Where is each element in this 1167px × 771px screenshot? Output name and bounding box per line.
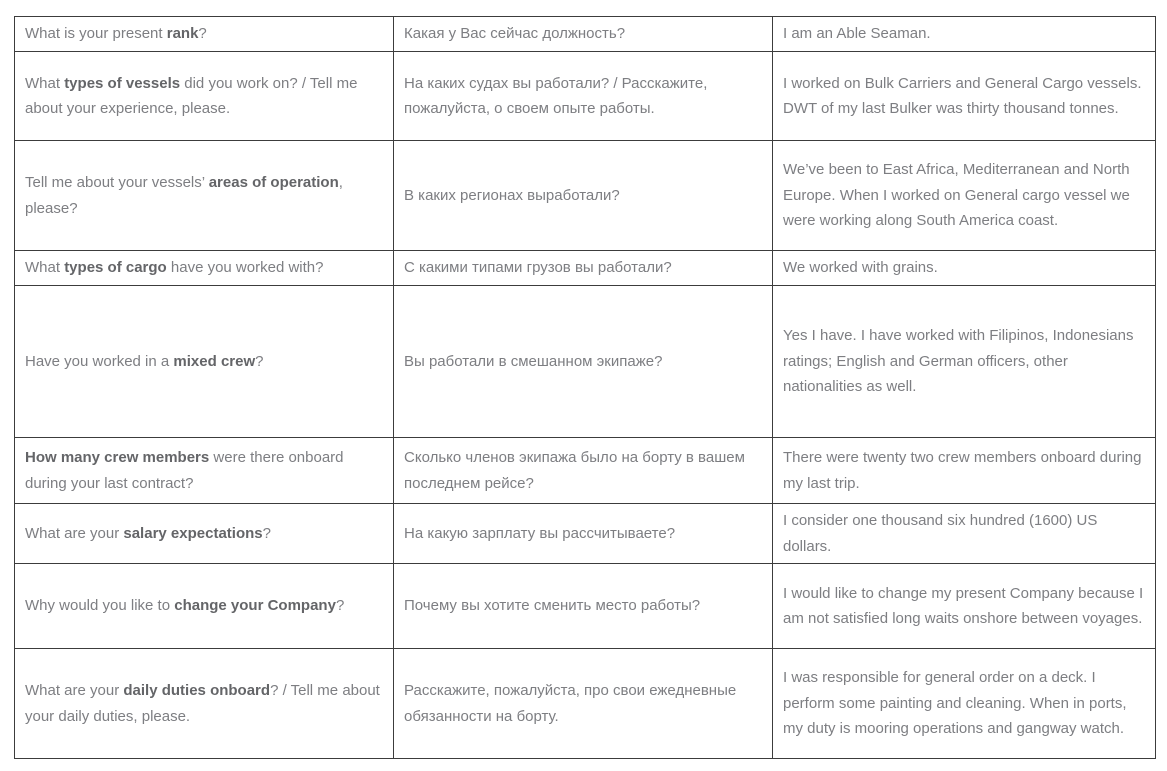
answer-cell: I am an Able Seaman.: [773, 17, 1156, 52]
question-text: ?: [255, 352, 264, 370]
question-ru-cell: Расскажите, пожалуйста, про свои ежедневные обязанности на борту.: [394, 649, 773, 759]
question-text: What are your: [25, 524, 124, 542]
question-text: , please?: [25, 174, 343, 217]
answer-cell: Yes I have. I have worked with Filipinos, Indonesians ratings; English and German officers, other nationalities as well.: [773, 286, 1156, 438]
question-ru-cell: Какая у Вас сейчас должность?: [394, 17, 773, 52]
question-ru-cell: Сколько членов экипажа было на борту в вашем последнем рейсе?: [394, 438, 773, 504]
question-en-cell: [15, 17, 394, 52]
question-text: ?: [262, 524, 271, 542]
question-ru-cell: На каких судах вы работали? / Расскажите, пожалуйста, о своем опыте работы.: [394, 52, 773, 141]
question-text: Have you worked in a: [25, 352, 174, 370]
question-keyword: areas of operation: [208, 174, 339, 191]
answer-cell: I worked on Bulk Carriers and General Cargo vessels. DWT of my last Bulker was thirty thousand tonnes.: [773, 52, 1156, 141]
table-row: [15, 504, 1156, 564]
table-row: [15, 141, 1156, 251]
question-keyword: rank: [166, 25, 199, 43]
question-en-cell: [15, 251, 394, 286]
question-en-cell: [15, 286, 394, 438]
question-text: What are your: [25, 682, 124, 699]
interview-qa-table: [14, 16, 1156, 759]
question-text: ?: [198, 25, 207, 43]
table-row: [15, 564, 1156, 649]
question-ru-cell: Почему вы хотите сменить место работы?: [394, 564, 773, 649]
question-keyword: change your Company: [174, 597, 336, 615]
answer-cell: I would like to change my present Company because I am not satisfied long waits onshore between voyages.: [773, 564, 1156, 649]
table-row: [15, 438, 1156, 504]
question-text: Tell me about your vessels’: [25, 174, 209, 191]
question-text: have you worked with?: [166, 259, 324, 277]
question-text: were there onboard during your last contract?: [25, 449, 344, 492]
question-en-cell: [15, 52, 394, 141]
table-row: [15, 286, 1156, 438]
answer-cell: I was responsible for general order on a deck. I perform some painting and cleaning. When in ports, my duty is mooring operations and gangway watch.: [773, 649, 1156, 759]
question-text: What is your present: [25, 25, 167, 43]
question-en-cell: [15, 649, 394, 759]
question-en-cell: [15, 438, 394, 504]
question-keyword: mixed crew: [173, 352, 256, 370]
question-ru-cell: На какую зарплату вы рассчитываете?: [394, 504, 773, 564]
question-keyword: salary expectations: [123, 524, 263, 542]
question-keyword: types of vessels: [64, 74, 181, 92]
answer-cell: We’ve been to East Africa, Mediterranean and North Europe. When I worked on General cargo vessel we were working along South America coast.: [773, 141, 1156, 251]
question-en-cell: [15, 564, 394, 649]
question-ru-cell: Вы работали в смешанном экипаже?: [394, 286, 773, 438]
question-keyword: daily duties onboard: [123, 682, 271, 699]
table-row: [15, 52, 1156, 141]
question-text: ?: [335, 597, 345, 615]
question-ru-cell: В каких регионах выработали?: [394, 141, 773, 251]
question-text: did you work on? / Tell me about your experience, please.: [25, 74, 358, 117]
question-keyword: How many crew members: [25, 449, 210, 466]
question-en-cell: [15, 504, 394, 564]
answer-cell: We worked with grains.: [773, 251, 1156, 286]
answer-cell: There were twenty two crew members onboard during my last trip.: [773, 438, 1156, 504]
answer-cell: I consider one thousand six hundred (1600) US dollars.: [773, 504, 1156, 564]
question-text: ? / Tell me about your daily duties, please.: [25, 682, 380, 725]
question-text: What: [25, 74, 65, 92]
table-row: [15, 251, 1156, 286]
question-en-cell: [15, 141, 394, 251]
question-text: Why would you like to: [25, 597, 175, 615]
qa-table-body: [15, 17, 1156, 759]
question-text: What: [25, 259, 65, 277]
question-ru-cell: С какими типами грузов вы работали?: [394, 251, 773, 286]
table-row: [15, 17, 1156, 52]
table-row: [15, 649, 1156, 759]
question-keyword: types of cargo: [64, 259, 167, 277]
